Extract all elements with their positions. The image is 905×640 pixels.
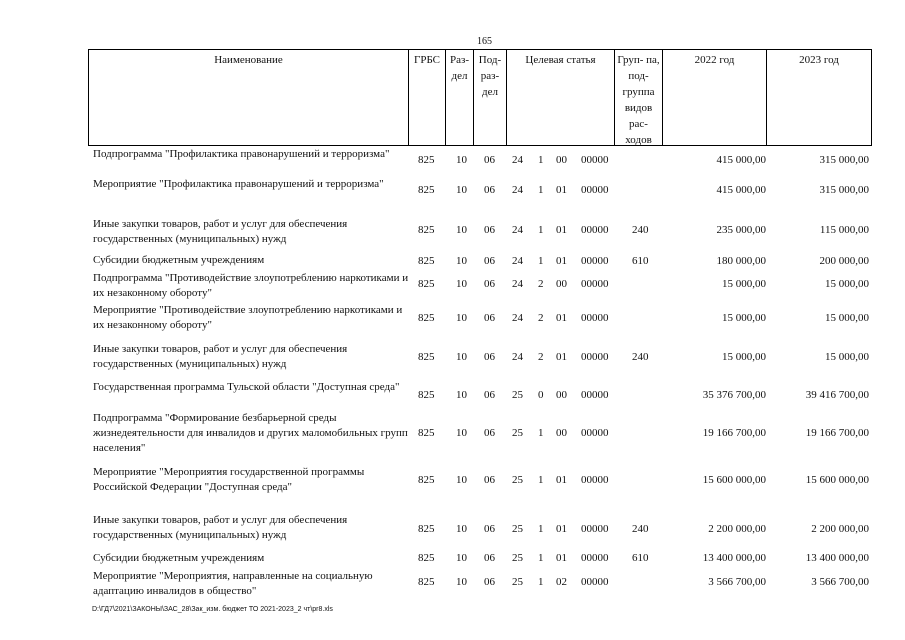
cell-pr: 06 [484,312,495,324]
cell-y2023: 15 000,00 [825,278,869,290]
cell-y2023: 15 000,00 [825,312,869,324]
row-name: Подпрограмма "Профилактика правонарушений и терроризма" [93,148,390,160]
cell-grbs: 825 [418,576,435,588]
cell-rz: 10 [456,154,467,166]
cell-c4: 00000 [581,474,609,486]
cell-rz: 10 [456,523,467,535]
cell-c4: 00000 [581,576,609,588]
cell-c4: 00000 [581,523,609,535]
cell-vr: 240 [632,523,649,535]
cell-c2: 1 [538,184,544,196]
cell-grbs: 825 [418,312,435,324]
header-2022: 2022 год [662,50,766,145]
row-name: Мероприятие "Мероприятия государственной программы Российской Федерации "Доступная среда" [93,466,365,493]
cell-y2023: 200 000,00 [819,255,869,267]
cell-c3: 00 [556,389,567,401]
cell-pr: 06 [484,184,495,196]
cell-c2: 0 [538,389,544,401]
cell-c1: 24 [512,184,523,196]
cell-y2022: 2 200 000,00 [708,523,766,535]
cell-pr: 06 [484,255,495,267]
cell-rz: 10 [456,389,467,401]
cell-c3: 02 [556,576,567,588]
cell-rz: 10 [456,552,467,564]
cell-c2: 1 [538,474,544,486]
cell-y2023: 115 000,00 [819,224,869,236]
cell-grbs: 825 [418,474,435,486]
cell-c1: 25 [512,552,523,564]
cell-y2022: 35 376 700,00 [702,389,766,401]
cell-c2: 2 [538,278,544,290]
cell-c4: 00000 [581,224,609,236]
cell-c4: 00000 [581,255,609,267]
cell-c4: 00000 [581,389,609,401]
cell-c4: 00000 [581,278,609,290]
cell-c2: 1 [538,523,544,535]
cell-c3: 01 [556,474,567,486]
cell-c4: 00000 [581,427,609,439]
cell-c3: 01 [556,523,567,535]
cell-c2: 2 [538,312,544,324]
cell-c3: 01 [556,184,567,196]
row-name: Подпрограмма "Формирование безбарьерной среды жизнедеятельности для инвалидов и других маломобильных групп населения" [93,412,408,454]
row-name: Иные закупки товаров, работ и услуг для обеспечения государственных (муниципальных) нужд [93,343,348,370]
cell-vr: 240 [632,351,649,363]
cell-rz: 10 [456,427,467,439]
row-name: Подпрограмма "Противодействие злоупотреблению наркотиками и их незаконному обороту" [93,272,409,299]
cell-y2022: 15 000,00 [722,312,766,324]
cell-c3: 01 [556,552,567,564]
cell-y2023: 2 200 000,00 [811,523,869,535]
cell-y2022: 3 566 700,00 [708,576,766,588]
cell-c3: 01 [556,312,567,324]
page-number: 165 [477,36,492,47]
cell-c4: 00000 [581,552,609,564]
cell-y2023: 39 416 700,00 [805,389,869,401]
cell-y2022: 415 000,00 [716,154,766,166]
cell-grbs: 825 [418,255,435,267]
cell-c1: 25 [512,576,523,588]
cell-rz: 10 [456,255,467,267]
cell-grbs: 825 [418,351,435,363]
header-2023: 2023 год [766,50,872,145]
cell-rz: 10 [456,224,467,236]
cell-c3: 01 [556,224,567,236]
cell-c3: 01 [556,255,567,267]
cell-grbs: 825 [418,427,435,439]
header-target: Целевая статья [506,50,614,145]
cell-grbs: 825 [418,184,435,196]
cell-vr: 610 [632,255,649,267]
cell-c1: 25 [512,474,523,486]
cell-y2023: 19 166 700,00 [805,427,869,439]
cell-pr: 06 [484,523,495,535]
cell-c1: 25 [512,427,523,439]
row-name: Мероприятие "Профилактика правонарушений и терроризма" [93,178,384,190]
header-name: Наименование [88,50,408,145]
table-header [88,49,872,146]
cell-grbs: 825 [418,523,435,535]
cell-y2022: 180 000,00 [716,255,766,267]
row-name: Субсидии бюджетным учреждениям [93,552,265,564]
row-name: Мероприятие "Противодействие злоупотреблению наркотиками и их незаконному обороту" [93,304,403,331]
cell-rz: 10 [456,351,467,363]
row-name: Государственная программа Тульской области "Доступная среда" [93,381,400,393]
cell-y2022: 415 000,00 [716,184,766,196]
cell-y2023: 13 400 000,00 [805,552,869,564]
cell-rz: 10 [456,278,467,290]
cell-vr: 610 [632,552,649,564]
cell-y2023: 315 000,00 [819,184,869,196]
cell-c1: 25 [512,523,523,535]
cell-c4: 00000 [581,184,609,196]
cell-pr: 06 [484,154,495,166]
cell-y2022: 15 600 000,00 [702,474,766,486]
cell-y2022: 235 000,00 [716,224,766,236]
file-path-footer: D:\ГД7\2021\ЗАКОНЫ\ЗАС_28\Зак_изм. бюджет ТО 2021-2023_2 чт\pr8.xls [92,606,333,613]
row-name: Иные закупки товаров, работ и услуг для обеспечения государственных (муниципальных) нужд [93,514,348,541]
cell-c3: 01 [556,351,567,363]
cell-rz: 10 [456,312,467,324]
cell-grbs: 825 [418,224,435,236]
cell-c3: 00 [556,154,567,166]
cell-c2: 1 [538,427,544,439]
cell-pr: 06 [484,224,495,236]
cell-c1: 24 [512,351,523,363]
cell-pr: 06 [484,474,495,486]
cell-grbs: 825 [418,552,435,564]
cell-y2023: 315 000,00 [819,154,869,166]
cell-rz: 10 [456,576,467,588]
row-name: Иные закупки товаров, работ и услуг для обеспечения государственных (муниципальных) нужд [93,218,348,245]
cell-pr: 06 [484,576,495,588]
cell-c2: 2 [538,351,544,363]
cell-y2022: 15 000,00 [722,278,766,290]
row-name: Субсидии бюджетным учреждениям [93,254,265,266]
cell-c2: 1 [538,576,544,588]
cell-rz: 10 [456,474,467,486]
cell-c4: 00000 [581,351,609,363]
cell-y2022: 15 000,00 [722,351,766,363]
cell-y2022: 13 400 000,00 [702,552,766,564]
cell-c3: 00 [556,278,567,290]
cell-pr: 06 [484,552,495,564]
cell-c2: 1 [538,552,544,564]
cell-c1: 24 [512,224,523,236]
cell-rz: 10 [456,184,467,196]
cell-c1: 24 [512,312,523,324]
cell-y2023: 3 566 700,00 [811,576,869,588]
cell-pr: 06 [484,427,495,439]
cell-pr: 06 [484,278,495,290]
header-podrazdel: Под- раз- дел [473,50,506,145]
cell-pr: 06 [484,351,495,363]
cell-grbs: 825 [418,278,435,290]
cell-c1: 24 [512,255,523,267]
cell-c4: 00000 [581,312,609,324]
cell-c4: 00000 [581,154,609,166]
cell-c2: 1 [538,255,544,267]
cell-c2: 1 [538,224,544,236]
cell-y2022: 19 166 700,00 [702,427,766,439]
cell-y2023: 15 600 000,00 [805,474,869,486]
header-grbs: ГРБС [408,50,445,145]
cell-grbs: 825 [418,154,435,166]
cell-c3: 00 [556,427,567,439]
cell-c1: 25 [512,389,523,401]
cell-pr: 06 [484,389,495,401]
header-razdel: Раз- дел [445,50,473,145]
row-name: Мероприятие "Мероприятия, направленные на социальную адаптацию инвалидов в общество" [93,570,373,597]
cell-c1: 24 [512,278,523,290]
header-group: Груп- па, под- группа видов рас- ходов [614,50,662,145]
cell-c1: 24 [512,154,523,166]
cell-grbs: 825 [418,389,435,401]
cell-c2: 1 [538,154,544,166]
cell-vr: 240 [632,224,649,236]
cell-y2023: 15 000,00 [825,351,869,363]
